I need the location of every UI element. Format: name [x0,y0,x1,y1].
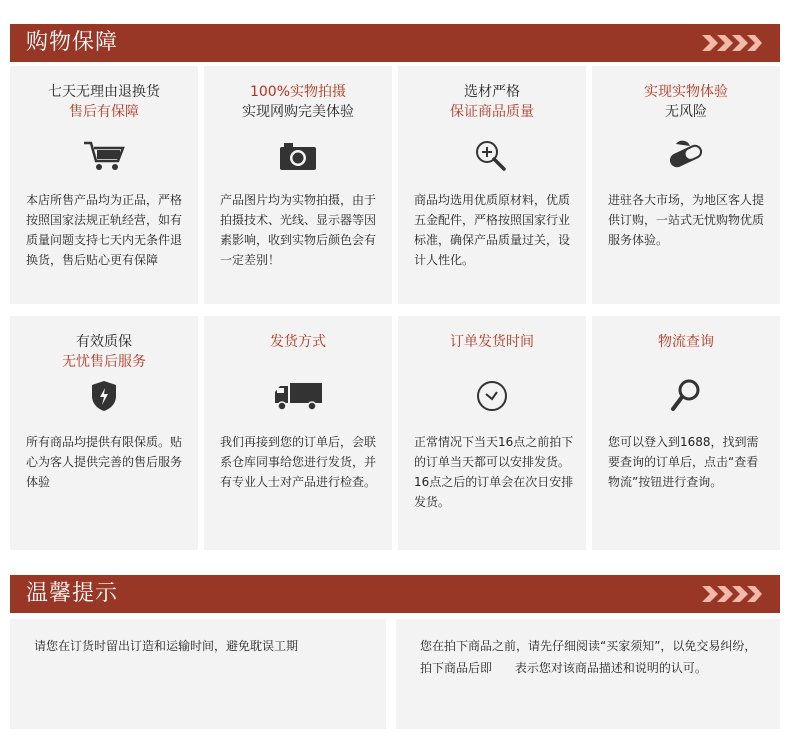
card-subtitle: 实现网购完美体验 [242,104,354,120]
card-title: 物流查询 [658,334,714,350]
tip-box: 请您在订货时留出订造和运输时间，避免耽误工期 [10,619,386,729]
card-title: 七天无理由退换货 [48,84,160,100]
tip-box: 您在拍下商品之前，请先仔细阅读“买家须知”，以免交易纠纷，拍下商品后即 表示您对该商品描述和说明的认可。 [396,619,780,729]
camera-icon [276,138,320,174]
card-title: 有效质保 [76,334,132,350]
guarantee-card [10,66,198,304]
guarantee-grid-row1 [10,66,780,304]
guarantee-card [398,316,586,550]
shield-icon [82,378,126,414]
section-title: 温馨提示 [26,581,119,606]
card-title: 100%实物拍摄 [249,84,347,100]
card-title: 订单发货时间 [450,334,534,350]
section-banner-guarantee [10,24,780,62]
guarantee-card [204,316,392,550]
card-description: 您可以登入到1688，找到需要查询的订单后，点击“查看物流”按钮进行查询。 [608,435,759,489]
card-title: 发货方式 [270,334,326,350]
card-description: 进驻各大市场，为地区客人提供订购，一站式无忧购物优质服务体验。 [608,193,765,247]
card-description: 所有商品均提供有限保质。贴心为客人提供完善的售后服务体验 [26,435,183,489]
truck-icon [272,378,324,414]
guarantee-card [398,66,586,304]
section-banner-tips [10,575,780,613]
card-description: 产品图片均为实物拍摄，由于拍摄技术、光线、显示器等因素影响，收到实物后颜色会有一定差别！ [220,193,377,267]
card-subtitle: 无忧售后服务 [62,354,146,370]
card-title: 实现实物体验 [644,84,728,100]
card-description: 商品均选用优质原材料，优质五金配件，严格按照国家行业标准，确保产品质量过关，设计人性化。 [414,193,571,267]
guarantee-card [204,66,392,304]
cart-icon [82,138,126,174]
magnifier-icon [664,378,708,414]
magnifier-plus-icon [470,138,514,174]
section-title: 购物保障 [26,30,119,55]
card-subtitle: 售后有保障 [69,104,139,120]
card-description: 正常情况下当天16点之前拍下的订单当天都可以安排发货。16点之后的订单会在次日安排发货。 [414,435,574,509]
card-subtitle: 无风险 [665,104,707,120]
pill-icon [664,138,708,174]
guarantee-card [10,316,198,550]
card-description: 我们再接到您的订单后，会联系仓库同事给您进行发货，并有专业人士对产品进行检查。 [220,435,377,489]
card-subtitle: 保证商品质量 [450,104,534,120]
chevrons-icon [702,584,762,604]
card-title: 选材严格 [464,84,520,100]
clock-icon [470,378,514,414]
card-description: 本店所售产品均为正品，严格按照国家法规正轨经营，如有质量问题支持七天内无条件退换货，售后贴心更有保障 [26,193,183,267]
guarantee-card [592,316,780,550]
chevrons-icon [702,33,762,53]
guarantee-card [592,66,780,304]
tips-row [10,619,780,729]
guarantee-grid-row2 [10,316,780,550]
